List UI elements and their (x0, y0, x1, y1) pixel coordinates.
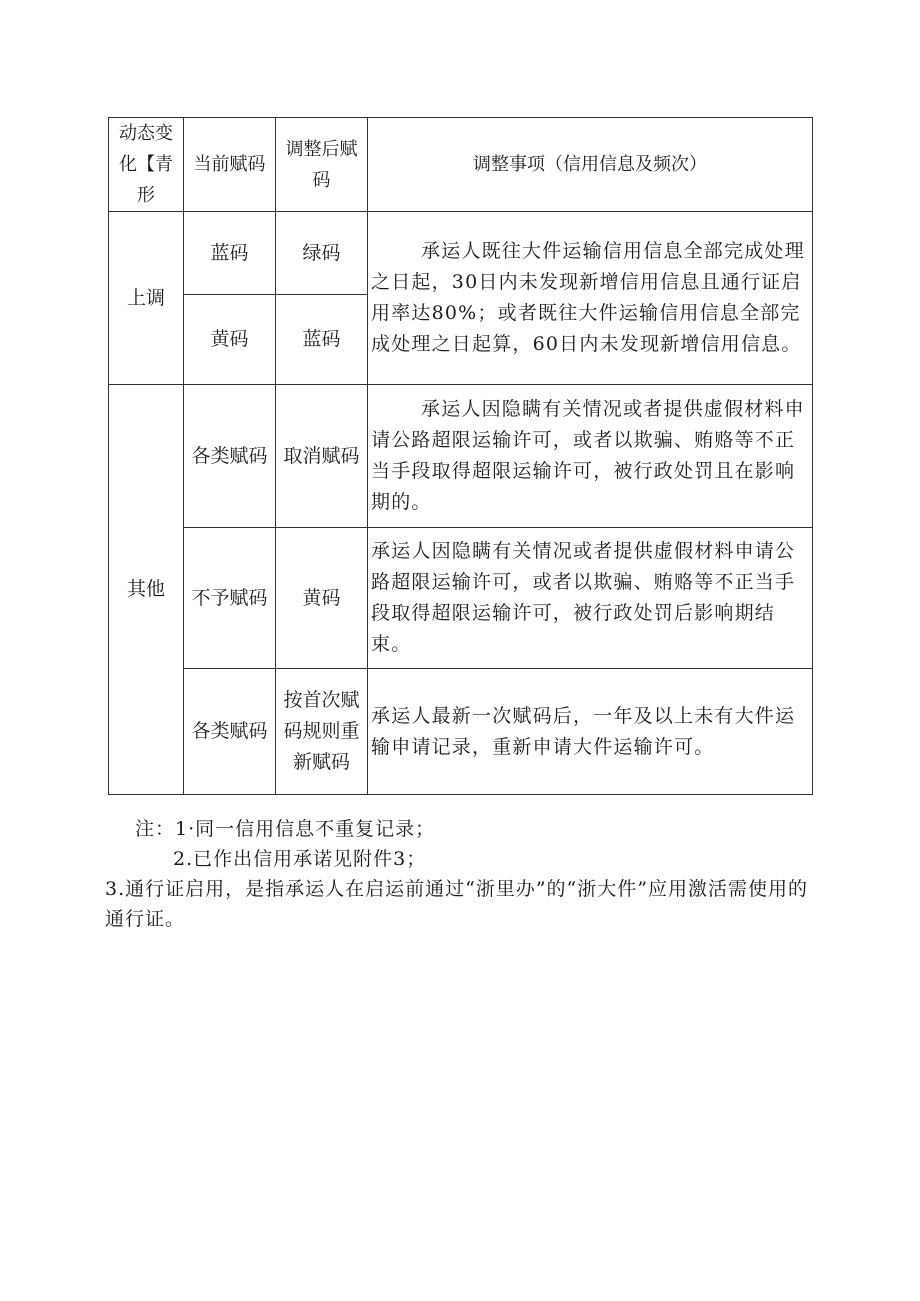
description-up: 承运人既往大件运输信用信息全部完成处理之日起，30日内未发现新增信用信息且通行证启用率达80%；或者既往大件运输信用信息全部完成处理之日起算，60日内未发现新增信用信息。 (368, 212, 813, 385)
current-code-cell: 各类赋码 (184, 669, 276, 795)
description-yellow: 承运人因隐瞒有关情况或者提供虚假材料申请公路超限运输许可，或者以欺骗、贿赂等不正当手段取得超限运输许可，被行政处罚后影响期结束。 (368, 528, 813, 669)
table-row (109, 385, 813, 528)
note-2: 2.已作出信用承诺见附件3； (173, 848, 427, 870)
note-1: 注：1·同一信用信息不重复记录； (135, 818, 436, 840)
adjusted-code-cell: 按首次赋码规则重新赋码 (276, 669, 368, 795)
group-label-other: 其他 (109, 385, 184, 795)
adjusted-code-cell: 黄码 (276, 528, 368, 669)
current-code-cell: 不予赋码 (184, 528, 276, 669)
adjusted-code-cell: 蓝码 (276, 295, 368, 385)
header-current-code: 当前赋码 (184, 118, 276, 212)
header-dynamic-change: 动态变化【青形 (109, 118, 184, 212)
adjusted-code-cell: 绿码 (276, 212, 368, 295)
current-code-cell: 各类赋码 (184, 385, 276, 528)
adjusted-code-cell: 取消赋码 (276, 385, 368, 528)
group-label-up: 上调 (109, 212, 184, 385)
current-code-cell: 蓝码 (184, 212, 276, 295)
credit-code-adjustment-table (108, 117, 813, 795)
description-cancel: 承运人因隐瞒有关情况或者提供虚假材料申请公路超限运输许可，或者以欺骗、贿赂等不正当手段取得超限运输许可，被行政处罚且在影响期的。 (368, 385, 813, 528)
header-adjustment-matters: 调整事项（信用信息及频次） (368, 118, 813, 212)
notes-section (105, 814, 825, 934)
note-3: 3.通行证启用，是指承运人在启运前通过“浙里办”的“浙大件”应用激活需使用的通行证。 (105, 878, 808, 930)
description-reissue: 承运人最新一次赋码后，一年及以上未有大件运输申请记录，重新申请大件运输许可。 (368, 669, 813, 795)
header-adjusted-code: 调整后赋码 (276, 118, 368, 212)
table-row (109, 212, 813, 295)
table-row (109, 669, 813, 795)
current-code-cell: 黄码 (184, 295, 276, 385)
table-header-row (109, 118, 813, 212)
table-row (109, 528, 813, 669)
